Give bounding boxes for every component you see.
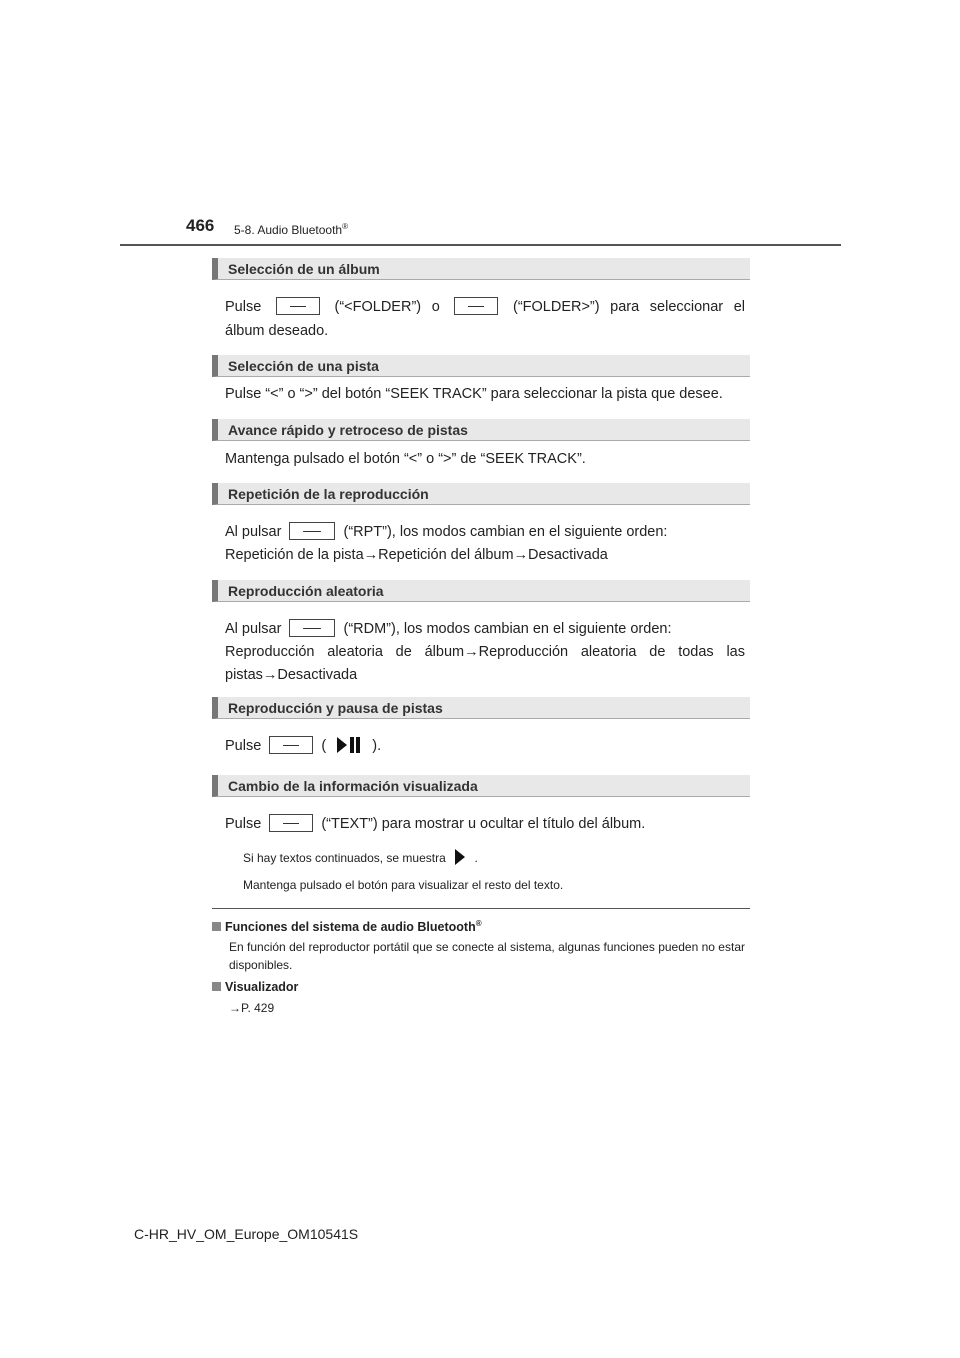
info-note-1 bbox=[243, 848, 478, 867]
track-instruction: Pulse “<” o “>” del botón “SEEK TRACK” para seleccionar la pista que desee. bbox=[225, 386, 723, 402]
heading-repeat bbox=[212, 483, 750, 505]
text: Pulse bbox=[225, 299, 262, 315]
registered-mark: ® bbox=[342, 222, 348, 231]
button-key-icon bbox=[454, 297, 498, 315]
heading-label: Selección de una pista bbox=[228, 358, 379, 374]
note-title-label: Funciones del sistema de audio Bluetooth bbox=[225, 920, 476, 935]
heading-play-pause bbox=[212, 697, 750, 719]
note-functions-text: En función del reproductor portátil que se conecte al sistema, algunas funciones pueden no estar disponibles. bbox=[229, 940, 745, 972]
text: ( bbox=[321, 738, 327, 754]
heading-label: Avance rápido y retroceso de pistas bbox=[228, 422, 468, 438]
button-key-icon bbox=[289, 619, 335, 637]
text: (“<FOLDER”) o bbox=[334, 299, 440, 315]
text: Pulse bbox=[225, 816, 262, 832]
random-instruction-line3: pistas→Desactivada bbox=[225, 667, 358, 683]
bullet-square-icon bbox=[212, 982, 221, 991]
heading-fast-forward bbox=[212, 419, 750, 441]
heading-label: Cambio de la información visualizada bbox=[228, 778, 478, 794]
heading-track-selection bbox=[212, 355, 750, 377]
button-key-icon bbox=[269, 736, 313, 754]
text: Al pulsar bbox=[225, 621, 282, 637]
seek-instruction: Mantenga pulsado el botón “<” o “>” de “SEEK TRACK”. bbox=[225, 451, 586, 467]
bullet-square-icon bbox=[212, 922, 221, 931]
heading-label: Selección de un álbum bbox=[228, 261, 380, 277]
button-key-icon bbox=[289, 522, 335, 540]
random-instruction-line2: Reproducción aleatoria de álbum→Reproducción aleatoria de todas las bbox=[225, 644, 745, 660]
text: Pulse bbox=[225, 738, 262, 754]
play-instruction bbox=[225, 735, 745, 758]
button-key-icon bbox=[276, 297, 320, 315]
page-number: 466 bbox=[186, 216, 215, 235]
repeat-instruction-line1 bbox=[225, 521, 745, 544]
text: ). bbox=[372, 738, 382, 754]
text: (“RDM”), los modos cambian en el siguiente orden: bbox=[343, 621, 672, 637]
text: Si hay textos continuados, se muestra bbox=[243, 851, 446, 865]
continue-arrow-icon bbox=[453, 848, 467, 866]
section-title bbox=[234, 222, 348, 237]
text: Al pulsar bbox=[225, 524, 282, 540]
text: (“RPT”), los modos cambian en el siguiente orden: bbox=[343, 524, 668, 540]
album-instruction-line1 bbox=[225, 296, 745, 319]
text: . bbox=[474, 851, 478, 865]
notes-divider bbox=[212, 908, 750, 909]
section-label: 5-8. Audio Bluetooth bbox=[234, 223, 343, 237]
text: (“FOLDER>”) para seleccionar el bbox=[512, 299, 746, 315]
button-key-icon bbox=[269, 814, 313, 832]
random-instruction-line1 bbox=[225, 618, 745, 641]
play-pause-icon bbox=[336, 736, 362, 754]
header-divider bbox=[120, 244, 841, 246]
text: (“TEXT”) para mostrar u ocultar el título del álbum. bbox=[321, 816, 646, 832]
note-title-functions bbox=[212, 919, 482, 934]
heading-label: Reproducción y pausa de pistas bbox=[228, 700, 443, 716]
document-code: C-HR_HV_OM_Europe_OM10541S bbox=[134, 1226, 359, 1242]
note-display-reference: →P. 429 bbox=[229, 1001, 275, 1015]
info-instruction bbox=[225, 813, 745, 836]
note-title-label: Visualizador bbox=[225, 980, 299, 994]
note-title-display bbox=[212, 980, 298, 994]
heading-album-selection bbox=[212, 258, 750, 280]
heading-random bbox=[212, 580, 750, 602]
registered-mark: ® bbox=[475, 919, 482, 928]
album-instruction-line2: álbum deseado. bbox=[225, 323, 329, 339]
heading-display-info bbox=[212, 775, 750, 797]
info-note-2: Mantenga pulsado el botón para visualizar el resto del texto. bbox=[243, 878, 564, 892]
heading-label: Repetición de la reproducción bbox=[228, 486, 429, 502]
repeat-instruction-line2: Repetición de la pista→Repetición del álbum→Desactivada bbox=[225, 547, 608, 563]
heading-label: Reproducción aleatoria bbox=[228, 583, 384, 599]
